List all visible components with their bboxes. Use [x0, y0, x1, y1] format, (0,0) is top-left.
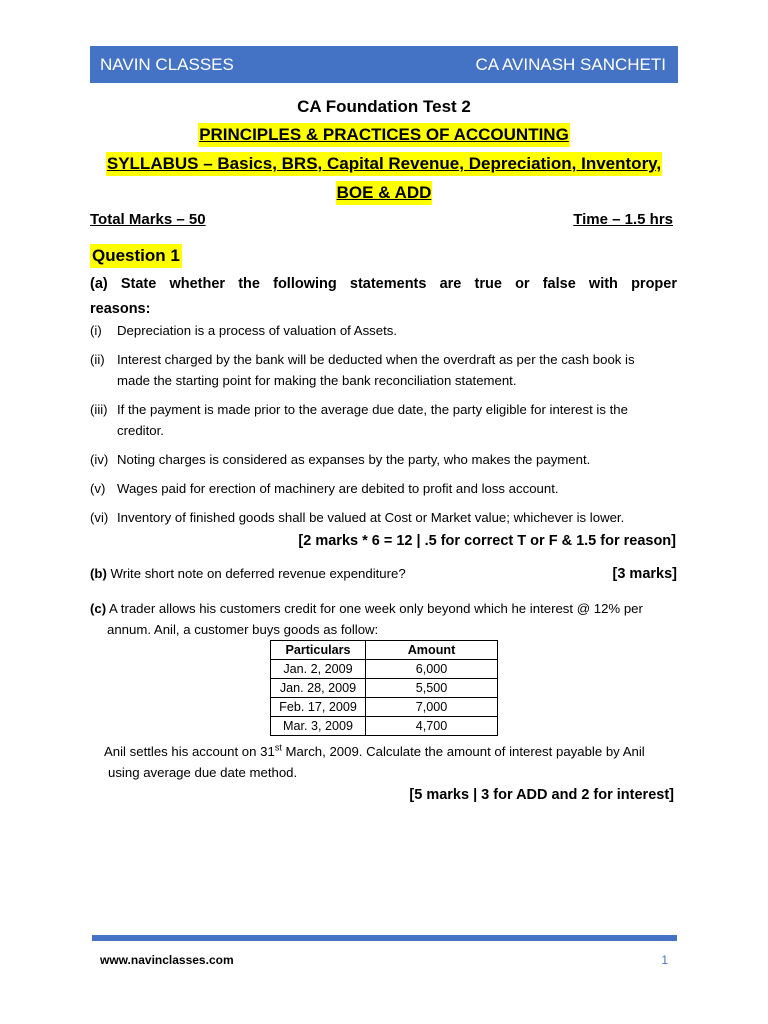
item-number: (v) [90, 481, 106, 496]
table-header: Particulars [271, 641, 366, 660]
part-a-instruction [90, 272, 677, 322]
marks-time-row [90, 211, 673, 228]
table-cell: Jan. 28, 2009 [271, 679, 366, 698]
time-allowed: Time – 1.5 hrs [573, 211, 673, 228]
table-cell: Feb. 17, 2009 [271, 698, 366, 717]
settle-sup: st [274, 742, 282, 753]
table-cell: 5,500 [366, 679, 498, 698]
list-item [90, 399, 680, 441]
item-text [117, 507, 680, 528]
part-c-marks: [5 marks | 3 for ADD and 2 for interest] [409, 787, 674, 803]
part-c-line-2: annum. Anil, a customer buys goods as follow: [107, 622, 379, 637]
part-c-label: (c) [90, 601, 107, 616]
table-cell: 7,000 [366, 698, 498, 717]
item-text [117, 399, 680, 441]
item-number: (i) [90, 323, 102, 338]
item-text [117, 478, 680, 499]
test-title: CA Foundation Test 2 [297, 97, 471, 116]
item-number: (iii) [90, 402, 108, 417]
header-right-text: CA AVINASH SANCHETI [475, 54, 666, 74]
part-b-label: (b) [90, 566, 107, 581]
settle-pre: Anil settles his account on 31 [104, 744, 275, 759]
item-number: (ii) [90, 352, 105, 367]
list-item [90, 449, 680, 470]
settlement-line-1 [104, 741, 684, 762]
footer-website: www.navinclasses.com [100, 953, 234, 967]
item-line: If the payment is made prior to the average due date, the party eligible for interest is the [117, 402, 628, 417]
statement-list [90, 320, 680, 536]
part-b [90, 566, 677, 582]
item-line: Interest charged by the bank will be deducted when the overdraft as per the cash book is [117, 352, 635, 367]
part-c-line-1 [90, 598, 680, 619]
list-item [90, 349, 680, 391]
item-text [117, 320, 680, 341]
part-c-text: A trader allows his customers credit for one week only beyond which he interest @ 12% per [106, 601, 643, 616]
table-row [271, 698, 498, 717]
item-line: made the starting point for making the bank reconciliation statement. [117, 373, 517, 388]
settle-post: March, 2009. Calculate the amount of interest payable by Anil [281, 744, 645, 759]
item-line: Inventory of finished goods shall be valued at Cost or Market value; whichever is lower. [117, 510, 625, 525]
part-b-question [90, 566, 406, 582]
item-number: (vi) [90, 510, 109, 525]
table-cell: Mar. 3, 2009 [271, 717, 366, 736]
item-line: Depreciation is a process of valuation of Assets. [117, 323, 398, 338]
list-item [90, 478, 680, 499]
part-b-marks: [3 marks] [612, 566, 677, 582]
list-item [90, 320, 680, 341]
title-block [90, 93, 678, 208]
part-a-line-1: (a) State whether the following statements are true or false with proper [90, 276, 677, 292]
settlement-line-2: using average due date method. [108, 765, 298, 780]
table-row [271, 660, 498, 679]
table-cell: 6,000 [366, 660, 498, 679]
table-row [271, 679, 498, 698]
part-a-marks: [2 marks * 6 = 12 | .5 for correct T or F & 1.5 for reason] [298, 533, 676, 549]
page-header-band [90, 46, 678, 83]
total-marks: Total Marks – 50 [90, 211, 206, 228]
item-line: Wages paid for erection of machinery are debited to profit and loss account. [117, 481, 559, 496]
item-text [117, 449, 680, 470]
part-b-text: Write short note on deferred revenue expenditure? [106, 566, 406, 581]
table-row [271, 717, 498, 736]
item-line: Noting charges is considered as expanses by the party, who makes the payment. [117, 452, 591, 467]
footer-divider [92, 935, 677, 941]
table-cell: 4,700 [366, 717, 498, 736]
purchases-table [270, 640, 498, 736]
page-number: 1 [661, 953, 668, 967]
syllabus-line-1: SYLLABUS – Basics, BRS, Capital Revenue, Depreciation, Inventory, [106, 152, 662, 176]
settlement-text [104, 741, 684, 783]
item-text [117, 349, 680, 391]
list-item [90, 507, 680, 528]
item-line: creditor. [117, 423, 164, 438]
item-number: (iv) [90, 452, 109, 467]
table-header-row [271, 641, 498, 660]
question-1-heading: Question 1 [90, 244, 182, 268]
header-left-text: NAVIN CLASSES [100, 54, 234, 74]
syllabus-line-2: BOE & ADD [336, 181, 433, 205]
table-cell: Jan. 2, 2009 [271, 660, 366, 679]
part-c [90, 598, 680, 640]
subject-title: PRINCIPLES & PRACTICES OF ACCOUNTING [198, 123, 570, 147]
table-header: Amount [366, 641, 498, 660]
part-a-line-2: reasons: [90, 301, 151, 317]
